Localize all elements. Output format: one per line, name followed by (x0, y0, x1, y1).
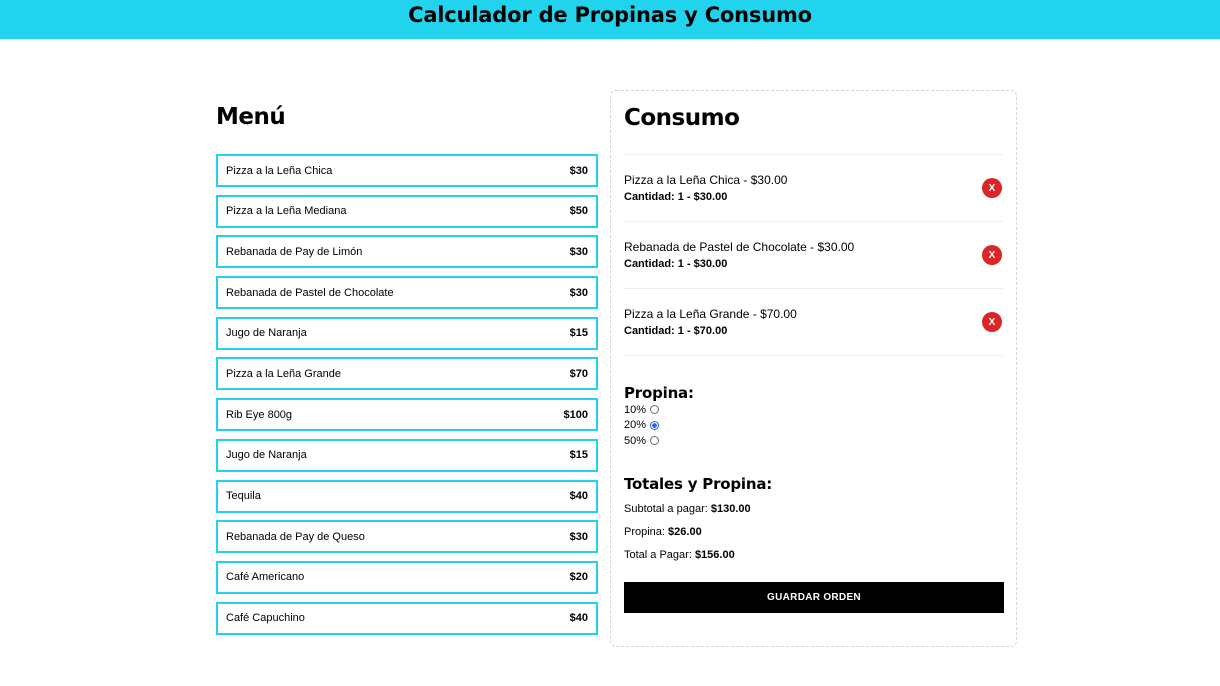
totals-section (624, 475, 1003, 561)
subtotal-label: Subtotal a pagar: (624, 502, 708, 515)
menu-item-price: $30 (569, 530, 588, 543)
order-item-name: Pizza a la Leña Chica - $30.00 (624, 173, 788, 187)
subtotal-line (624, 503, 1003, 515)
menu-item-name: Tequila (226, 490, 261, 502)
order-item-details (624, 307, 797, 337)
order-item-details (624, 240, 854, 270)
menu-item-price: $40 (569, 612, 588, 625)
menu-item-name: Rib Eye 800g (226, 408, 293, 421)
menu-item-price: $30 (569, 245, 588, 258)
tip-amount-label: Propina: (624, 525, 665, 538)
menu-item-name: Rebanada de Pay de Queso (226, 530, 365, 543)
menu-item[interactable] (216, 357, 598, 390)
order-item (624, 289, 1003, 356)
tip-amount-value: $26.00 (668, 525, 702, 538)
menu-item[interactable] (216, 276, 598, 309)
menu-item-name: Pizza a la Leña Mediana (226, 205, 347, 218)
menu-item-name: Pizza a la Leña Grande (226, 367, 341, 380)
menu-item[interactable] (216, 480, 598, 513)
tip-amount-line (624, 526, 1003, 538)
menu-item-name: Jugo de Naranja (226, 449, 307, 462)
order-item (624, 222, 1003, 289)
total-line (624, 549, 1003, 561)
tip-option-label: 10% (624, 403, 647, 416)
menu-section (216, 90, 598, 647)
menu-item[interactable] (216, 317, 598, 350)
tip-option-50 (624, 433, 1003, 449)
menu-item-price: $100 (563, 408, 588, 421)
menu-item-name: Pizza a la Leña Chica (226, 164, 333, 177)
order-item (624, 155, 1003, 222)
menu-item[interactable] (216, 439, 598, 472)
menu-item-price: $15 (569, 327, 588, 340)
tip-radio-50[interactable] (650, 436, 659, 445)
menu-item-name: Rebanada de Pastel de Chocolate (226, 286, 394, 299)
menu-item-price: $20 (569, 571, 588, 584)
menu-item-name: Rebanada de Pay de Limón (226, 245, 363, 258)
menu-item-price: $70 (569, 367, 588, 380)
save-order-button[interactable]: GUARDAR ORDEN (624, 582, 1004, 613)
menu-item[interactable] (216, 561, 598, 594)
tip-option-label: 20% (624, 419, 647, 432)
menu-item-price: $40 (569, 490, 588, 502)
order-list (624, 154, 1003, 356)
subtotal-value: $130.00 (710, 502, 751, 515)
order-item-name: Rebanada de Pastel de Chocolate - $30.00 (624, 240, 855, 254)
order-item-quantity: Cantidad: 1 - $30.00 (624, 258, 728, 270)
menu-item-price: $30 (569, 286, 588, 299)
tip-radio-20[interactable] (650, 421, 659, 430)
menu-item[interactable] (216, 195, 598, 228)
remove-item-button[interactable]: X (982, 245, 1002, 265)
tip-option-20 (624, 418, 1003, 434)
consumo-title: Consumo (624, 105, 740, 131)
remove-item-button[interactable]: X (982, 178, 1002, 198)
menu-list (216, 154, 598, 635)
menu-title: Menú (216, 104, 286, 130)
total-value: $156.00 (694, 548, 735, 561)
remove-item-button[interactable]: X (982, 312, 1002, 332)
consumo-panel (610, 90, 1017, 647)
tip-radio-10[interactable] (650, 405, 659, 414)
main-content (216, 90, 1017, 647)
order-item-quantity: Cantidad: 1 - $70.00 (624, 325, 728, 337)
menu-item-price: $50 (569, 205, 588, 218)
menu-item[interactable] (216, 520, 598, 553)
totals-title: Totales y Propina: (624, 474, 773, 493)
menu-item-price: $30 (569, 164, 588, 177)
total-label: Total a Pagar: (624, 548, 692, 561)
tip-option-label: 50% (624, 434, 647, 447)
order-item-name: Pizza a la Leña Grande - $70.00 (624, 307, 797, 321)
menu-item[interactable] (216, 235, 598, 268)
menu-item[interactable] (216, 154, 598, 187)
menu-item-name: Café Capuchino (226, 612, 305, 625)
tip-option-10 (624, 402, 1003, 418)
menu-item-price: $15 (569, 449, 588, 462)
propina-title: Propina: (624, 384, 694, 402)
order-item-details (624, 173, 787, 203)
app-header (0, 0, 1220, 39)
menu-item-name: Café Americano (226, 571, 305, 584)
menu-item[interactable] (216, 602, 598, 635)
menu-item[interactable] (216, 398, 598, 431)
menu-item-name: Jugo de Naranja (226, 327, 307, 340)
order-item-quantity: Cantidad: 1 - $30.00 (624, 191, 728, 203)
propina-section (624, 384, 1003, 449)
page-title: Calculador de Propinas y Consumo (408, 2, 812, 27)
